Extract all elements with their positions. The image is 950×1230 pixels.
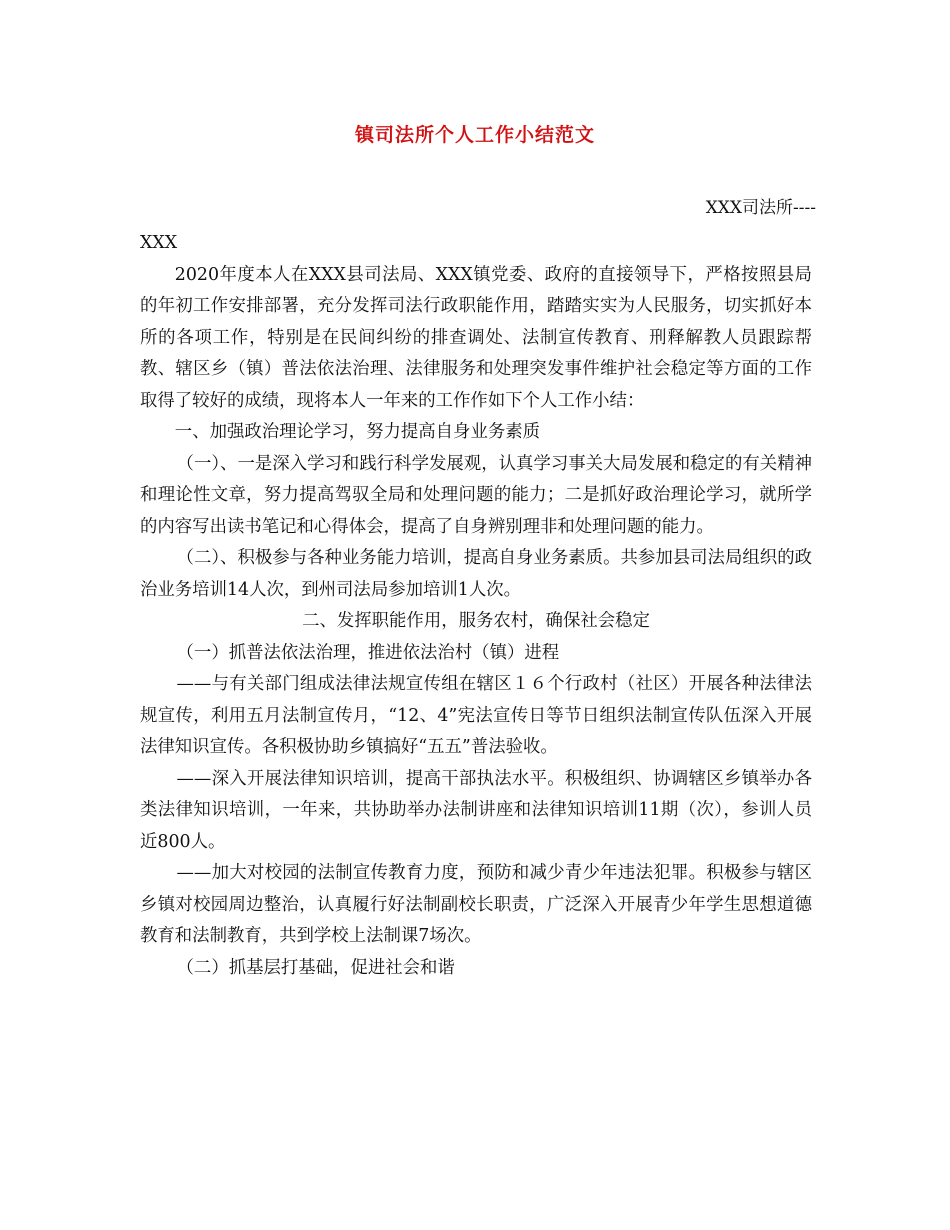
paragraph-intro: 2020年度本人在XXX县司法局、XXX镇党委、政府的直接领导下，严格按照县局的年初工作安排部署，充分发挥司法行政职能作用，踏踏实实为人民服务，切实抓好本所的各项工作，特别是在民间纠纷的排查调处、法制宣传教育、刑释解教人员跟踪帮教、辖区乡（镇）普法依法治理、法律服务和处理突发事件维护社会稳定等方面的工作取得了较好的成绩，现将本人一年来的工作作如下个人工作小结： [140, 264, 812, 411]
paragraph-1-1: （一）、一是深入学习和践行科学发展观，认真学习事关大局发展和稳定的有关精神和理论性文章，努力提高驾驭全局和处理问题的能力；二是抓好政治理论学习，就所学的内容写出读书笔记和心得体会，提高了自身辨别理非和处理问题的能力。 [140, 453, 812, 537]
paragraph-2-1-b: ——深入开展法律知识培训，提高干部执法水平。积极组织、协调辖区乡镇举办各类法律知识培训，一年来，共协助举办法制讲座和法律知识培训11期（次），参训人员近800人。 [140, 768, 812, 852]
author-continuation: XXX [140, 233, 178, 253]
section-heading-2: 二、发挥职能作用，服务农村，确保社会稳定 [302, 611, 650, 631]
document-title: 镇司法所个人工作小结范文 [354, 124, 595, 146]
author-line: XXX司法所---- [705, 198, 816, 218]
subsection-heading-2-2: （二）抓基层打基础，促进社会和谐 [176, 957, 455, 978]
subsection-heading-2-1: （一）抓普法依法治理，推进依法治村（镇）进程 [176, 642, 560, 663]
paragraph-2-1-c: ——加大对校园的法制宣传教育力度，预防和减少青少年违法犯罪。积极参与辖区乡镇对校园周边整治，认真履行好法制副校长职责，广泛深入开展青少年学生思想道德教育和法制教育，共到学校上法制课7场次。 [140, 863, 812, 946]
paragraph-1-2: （二）、积极参与各种业务能力培训，提高自身业务素质。共参加县司法局组织的政治业务培训14人次，到州司法局参加培训1人次。 [140, 548, 812, 600]
paragraph-2-1-a: ——与有关部门组成法律法规宣传组在辖区１６个行政村（社区）开展各种法律法规宣传，利用五月法制宣传月，“12、4”宪法宣传日等节日组织法制宣传队伍深入开展法律知识宣传。各积极协助乡镇搞好“五五”普法验收。 [140, 674, 812, 757]
section-heading-1: 一、加强政治理论学习，努力提高自身业务素质 [174, 422, 541, 442]
document-body [140, 228, 812, 984]
